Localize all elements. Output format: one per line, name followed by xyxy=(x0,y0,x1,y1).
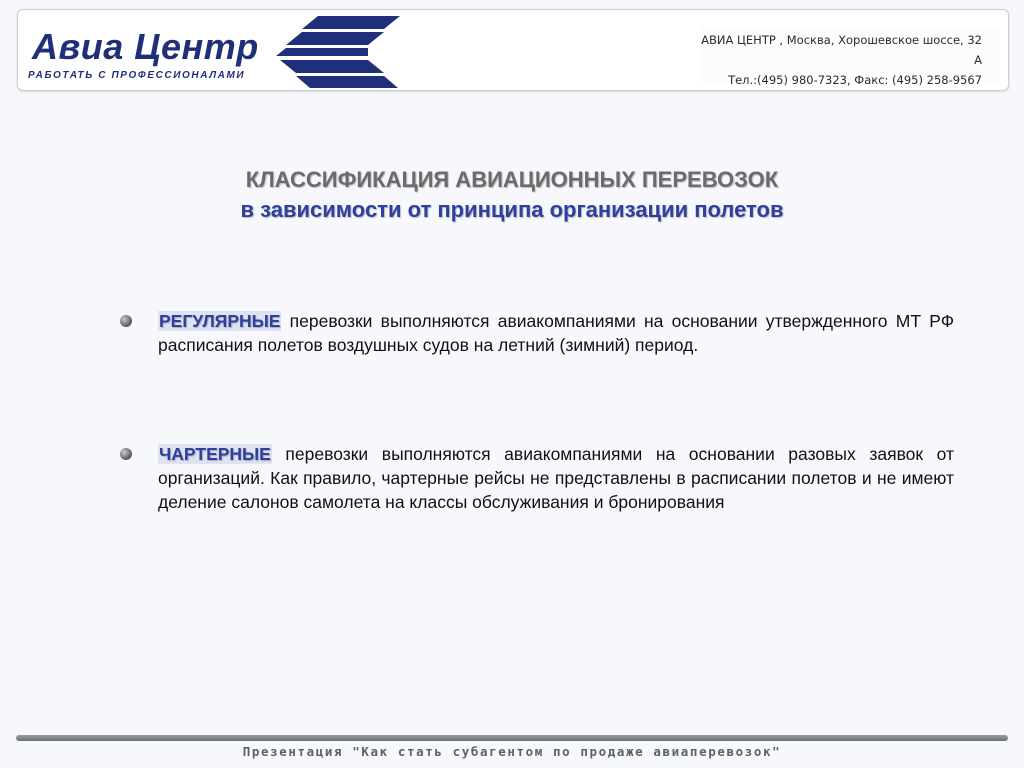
page-title xyxy=(0,165,1024,225)
footer-caption: Презентация "Как стать субагентом по продаже авиаперевозок" xyxy=(242,744,782,759)
item-text: перевозки выполняются авиакомпаниями на основании разовых заявок от организаций. Как правило, чартерные рейсы не представлены в расписании полетов и не имеют деление салонов самолета на классы обслуживания и бронирования xyxy=(158,444,954,512)
footer-divider xyxy=(16,735,1008,741)
item-text: перевозки выполняются авиакомпаниями на основании утвержденного МТ РФ расписания полетов воздушных судов на летний (зимний) период. xyxy=(158,311,954,355)
contact-address: АВИА ЦЕНТР , Москва, Хорошевское шоссе, 32 А xyxy=(701,33,982,67)
header xyxy=(17,9,1009,91)
logo-name: Авиа Центр xyxy=(32,26,259,67)
bullet-icon xyxy=(120,315,132,327)
logo-stripes-icon xyxy=(258,16,400,88)
title-line-1: КЛАССИФИКАЦИЯ АВИАЦИОННЫХ ПЕРЕВОЗОК xyxy=(245,167,779,192)
item-keyword: ЧАРТЕРНЫЕ xyxy=(159,444,271,464)
contact-phones: Тел.:(495) 980-7323, Факс: (495) 258-9567 xyxy=(728,73,982,87)
title-line-2: в зависимости от принципа организации полетов xyxy=(240,197,784,222)
contact-info xyxy=(700,26,1000,87)
bullet-icon xyxy=(120,448,132,460)
logo xyxy=(26,14,396,88)
list-item-charter xyxy=(158,442,954,514)
logo-tagline: РАБОТАТЬ С ПРОФЕССИОНАЛАМИ xyxy=(28,70,246,81)
item-keyword: РЕГУЛЯРНЫЕ xyxy=(159,311,281,331)
list-item-regular xyxy=(158,309,954,357)
